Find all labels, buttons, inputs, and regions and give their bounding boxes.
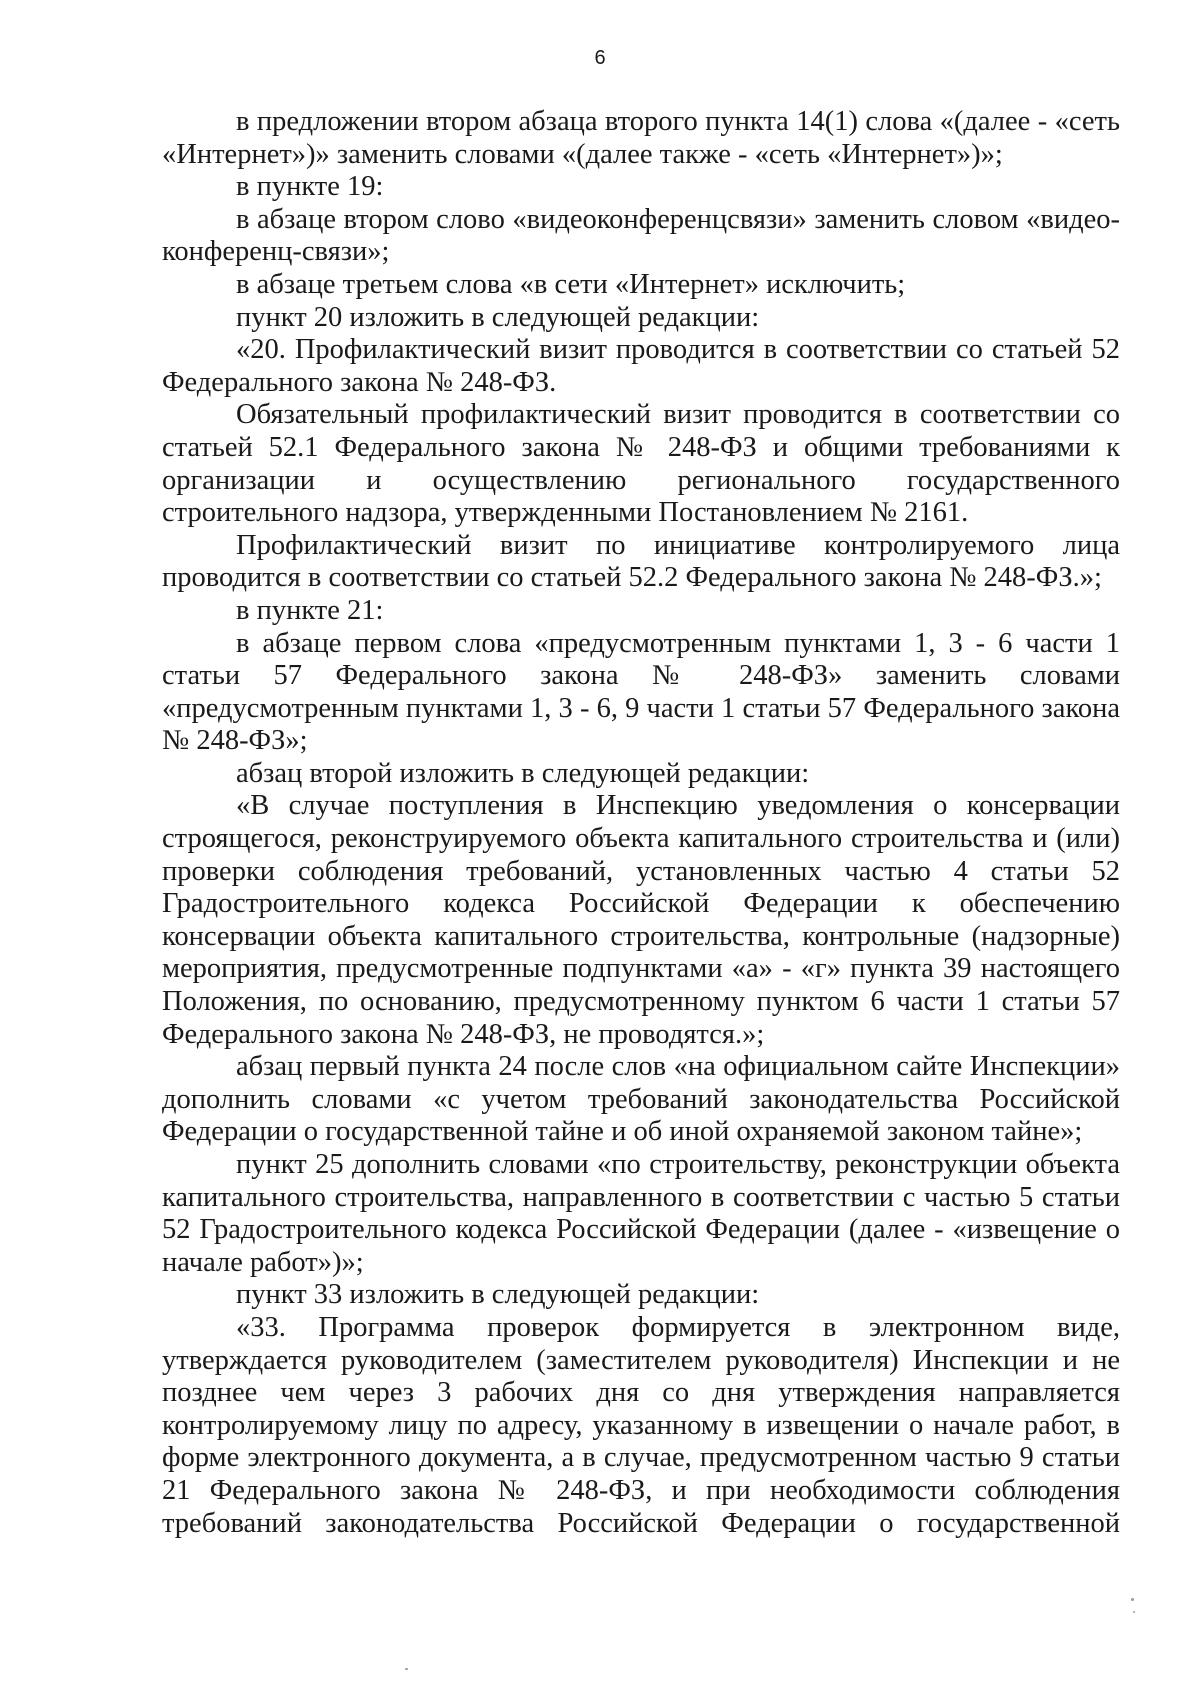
page-number: 6 bbox=[594, 47, 606, 69]
paragraph: в абзаце третьем слова «в сети «Интернет» исключить; bbox=[236, 268, 906, 300]
paragraph: пункт 20 изложить в следующей редакции: bbox=[236, 301, 760, 333]
paragraph: пункт 25 дополнить словами «по строительству, реконструкции объекта капитального строительства, направленного в соответствии с частью 5 статьи 52 Градостроительного кодекса Российской Федерации (далее - «извещение о начале работ»)»; bbox=[162, 1149, 1120, 1278]
paragraph: в абзаце втором слово «видеоконференцсвязи» заменить словом «видео-конференц-связи»; bbox=[162, 203, 1120, 268]
scan-speck bbox=[1131, 1598, 1134, 1601]
paragraph: «В случае поступления в Инспекцию уведомления о консервации строящегося, реконструируемого объекта капитального строительства и (или) проверки соблюдения требований, установленных частью 4 статьи 52 Градостроительного кодекса Российской Федерации к обеспечению консервации объекта капитального строительства, контрольные (надзорные) мероприятия, предусмотренные подпунктами «а» - «г» пункта 39 настоящего Положения, по основанию, предусмотренному пунктом 6 части 1 статьи 57 Федерального закона № 248-ФЗ, не проводятся.»; bbox=[162, 790, 1120, 1050]
paragraph: абзац первый пункта 24 после слов «на официальном сайте Инспекции» дополнить словами «с учетом требований законодательства Российской Федерации о государственной тайне и об иной охраняемой законом тайне»; bbox=[162, 1051, 1120, 1148]
paragraph: «33. Программа проверок формируется в электронном виде, утверждается руководителем (заместителем руководителя) Инспекции и не позднее чем через 3 рабочих дня со дня утверждения направляется контролируемому лицу по адресу, указанному в извещении о начале работ, в форме электронного документа, а в случае, предусмотренном частью 9 статьи 21 Федерального закона № 248-ФЗ, и при необходимости соблюдения требований законодательства Российской Федерации о государственной bbox=[162, 1311, 1120, 1539]
scan-speck bbox=[405, 1668, 408, 1670]
paragraph: Профилактический визит по инициативе контролируемого лица проводится в соответствии со статьей 52.2 Федерального закона № 248-ФЗ.»; bbox=[162, 529, 1120, 594]
scan-speck bbox=[1133, 1611, 1135, 1613]
paragraph: «20. Профилактический визит проводится в соответствии со статьей 52 Федерального закона № 248-ФЗ. bbox=[162, 334, 1120, 398]
paragraph: абзац второй изложить в следующей редакции: bbox=[236, 757, 810, 789]
paragraph: Обязательный профилактический визит проводится в соответствии со статьей 52.1 Федерального закона № 248-ФЗ и общими требованиями к организации и осуществлению регионального государственного строительного надзора, утвержденными Постановлением № 2161. bbox=[162, 399, 1120, 529]
paragraph: в пункте 21: bbox=[236, 594, 384, 626]
document-body bbox=[162, 106, 1120, 1540]
paragraph: в абзаце первом слова «предусмотренным пунктами 1, 3 - 6 части 1 статьи 57 Федерального закона № 248-ФЗ» заменить словами «предусмотренным пунктами 1, 3 - 6, 9 части 1 статьи 57 Федерального закона № 248-ФЗ»; bbox=[162, 627, 1120, 757]
paragraph: в предложении втором абзаца второго пункта 14(1) слова «(далее - «сеть «Интернет»)» заменить словами «(далее также - «сеть «Интернет»)»; bbox=[162, 106, 1120, 170]
paragraph: пункт 33 изложить в следующей редакции: bbox=[236, 1279, 760, 1311]
paragraph: в пункте 19: bbox=[236, 171, 384, 203]
